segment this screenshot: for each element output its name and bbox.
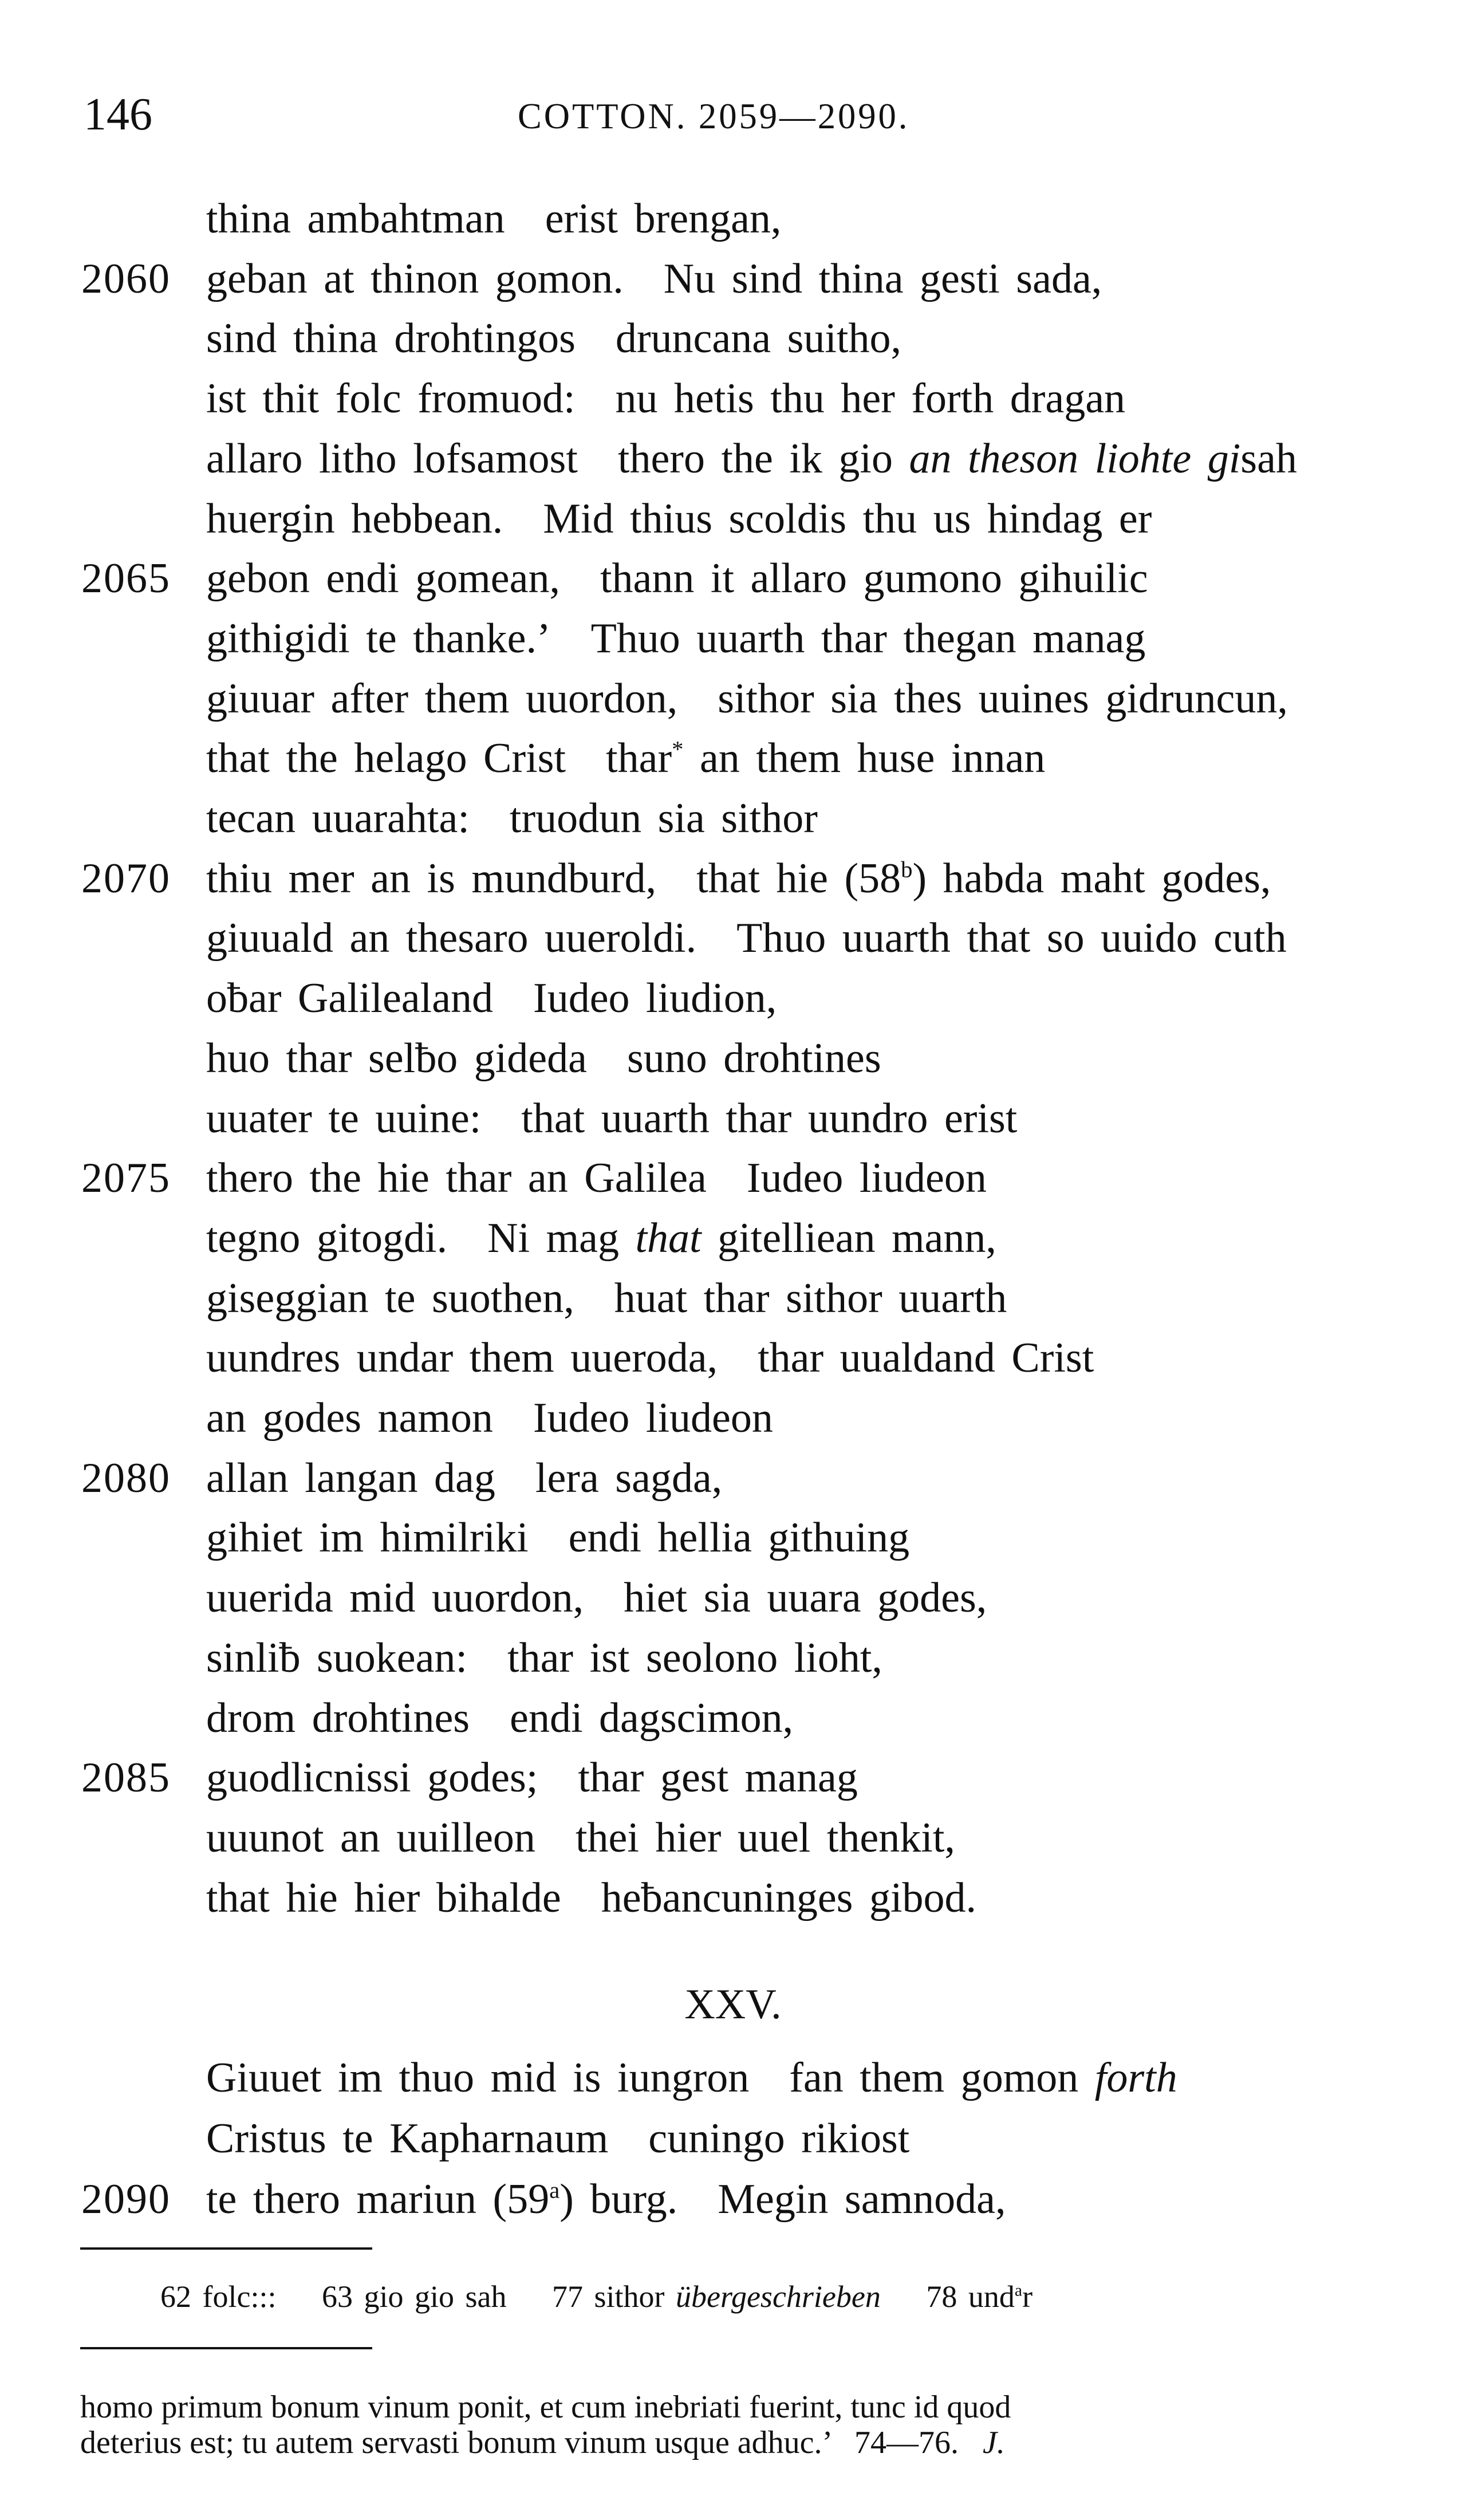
- half-line-a: [206, 430, 578, 487]
- half-line-a: [206, 790, 470, 847]
- half-line-a-text: huergin hebbean.: [206, 495, 503, 542]
- verse-text: [206, 1090, 1017, 1147]
- half-line-b: [718, 670, 1288, 727]
- half-line-a: [206, 850, 656, 907]
- verse-line: [0, 1809, 1466, 1867]
- verse-text: [206, 1270, 1007, 1327]
- half-line-a-text: sind thina drohtingos: [206, 315, 576, 363]
- commentary-line-2: [80, 2425, 1363, 2460]
- half-line-b-text: thar: [606, 735, 672, 782]
- verse-text: [206, 550, 1148, 607]
- half-line-a-text: tegno gitogdi.: [206, 1214, 448, 1262]
- half-line-b-text: Thuo uuarth that so uuido cuth: [736, 915, 1287, 962]
- verse-line: [0, 670, 1466, 727]
- verse-text: [206, 190, 781, 247]
- half-line-a: [206, 550, 560, 607]
- commentary: [80, 2389, 1363, 2460]
- half-line-a: [206, 1270, 574, 1327]
- half-line-b-text: Mid thius scoldis thu us hindag er: [543, 495, 1152, 542]
- verse-line: [0, 190, 1466, 247]
- half-line-b: [616, 370, 1126, 427]
- half-line-a: [206, 190, 505, 247]
- half-line-a-text: that the helago Crist: [206, 735, 566, 782]
- footnote-text: folc:::: [202, 2279, 277, 2314]
- verse-text: [206, 490, 1152, 548]
- half-line-b: [510, 1690, 793, 1747]
- half-line-b: [578, 1749, 858, 1806]
- footnote-label: 78: [926, 2279, 957, 2314]
- verse-text: [206, 1629, 882, 1687]
- verse-line: [0, 1509, 1466, 1566]
- half-line-b-text: Iudeo liudeon: [533, 1395, 773, 1442]
- half-line-b: [664, 250, 1102, 308]
- half-line-a: [206, 310, 576, 367]
- half-line-a-text: gihiet im himilriki: [206, 1514, 529, 1562]
- half-line-b: [747, 1149, 987, 1207]
- verse-line: [0, 1149, 1466, 1207]
- half-line-a-text: Giuuet im thuo mid is iungron: [206, 2054, 750, 2101]
- footnote-77: [552, 2277, 881, 2317]
- footnote-text: sithor: [594, 2279, 665, 2314]
- half-line-b-text: Ni mag: [487, 1214, 636, 1262]
- half-line-a-text: allaro litho lofsamost: [206, 435, 578, 482]
- half-line-a-text: te thero mariun (59: [206, 2176, 550, 2223]
- half-line-b-text: hiet sia uuara godes,: [624, 1574, 987, 1622]
- verse-text: [206, 1389, 773, 1447]
- footnote-label: 77: [551, 2279, 583, 2314]
- half-line-b-text: Iudeo liudion,: [533, 975, 777, 1022]
- verse-text: [206, 2049, 1177, 2106]
- verse-text: [206, 670, 1288, 727]
- half-line-b-text: nu hetis thu her forth dragan: [615, 375, 1126, 423]
- half-line-a: [206, 970, 493, 1027]
- verse-line: [0, 1030, 1466, 1087]
- verse-line: [0, 1869, 1466, 1927]
- half-line-b: [487, 1210, 996, 1267]
- verse-line: [0, 430, 1466, 487]
- verse-text: [206, 1210, 996, 1267]
- half-line-b: [648, 2110, 909, 2167]
- footnote-text: [968, 2279, 1032, 2314]
- half-line-b-text: Nu sind thina gesti sada,: [663, 255, 1102, 302]
- half-line-a: [206, 1690, 470, 1747]
- verse-line: [0, 790, 1466, 847]
- verse-text: [206, 370, 1125, 427]
- verse-text: [206, 250, 1102, 308]
- half-line-a: [206, 1329, 718, 1387]
- half-line-a-text: guodlicnissi godes;: [206, 1754, 538, 1802]
- verse-text: [206, 610, 1145, 667]
- half-line-b-text: thann it allaro gumono gihuilic: [600, 555, 1148, 603]
- footnote-78: [926, 2277, 1032, 2317]
- half-line-a-text: giseggian te suothen,: [206, 1274, 574, 1322]
- half-line-b-text: ) habda maht godes,: [912, 855, 1271, 902]
- verse-text: [206, 430, 1297, 487]
- folio-superscript: a: [549, 2177, 560, 2203]
- half-line-b: [600, 550, 1148, 607]
- verse-line: [0, 1450, 1466, 1507]
- half-line-a: [206, 2049, 749, 2106]
- line-number: 2080: [81, 1454, 171, 1502]
- half-line-a-text: thiu mer an is mundburd,: [206, 855, 657, 902]
- half-line-a-text: uundres undar them uueroda,: [206, 1334, 718, 1382]
- half-line-a: [206, 1869, 561, 1927]
- half-line-a: [206, 1149, 707, 1207]
- verse-line: [0, 1690, 1466, 1747]
- half-line-b-text: fan them gomon: [789, 2054, 1095, 2101]
- half-line-a-text: uuerida mid uuordon,: [206, 1574, 584, 1622]
- superscript-mark: b: [901, 856, 913, 883]
- verse-text: [206, 1749, 858, 1806]
- verse-line: [0, 1329, 1466, 1387]
- half-line-a-text: gebon endi gomean,: [206, 555, 560, 603]
- half-line-a-text: uuunot an uuilleon: [206, 1814, 535, 1861]
- verse-line: [0, 2171, 1466, 2228]
- half-line-b: [696, 850, 1271, 907]
- verse-line: [0, 1629, 1466, 1687]
- footnote-text-post: r: [1022, 2279, 1033, 2314]
- half-line-a: [206, 1030, 587, 1087]
- line-number: 2060: [81, 255, 171, 302]
- line-number: 2065: [81, 555, 171, 603]
- footnotes: [160, 2277, 1032, 2317]
- footnote-text-pre: und: [968, 2279, 1015, 2314]
- footnote-label: 63: [321, 2279, 353, 2314]
- half-line-b: [533, 970, 777, 1027]
- verse-text: [206, 1809, 955, 1867]
- running-title: COTTON. 2059—2090.: [518, 96, 910, 136]
- verse-line: [0, 2110, 1466, 2167]
- half-line-b: [543, 490, 1152, 548]
- half-line-b: [627, 1030, 881, 1087]
- verse-line: [0, 970, 1466, 1027]
- half-line-a: [206, 1569, 584, 1627]
- half-line-b: [510, 790, 818, 847]
- half-line-b-text: that uuarth thar uundro erist: [521, 1094, 1018, 1142]
- half-line-a-text: oƀar Galilealand: [206, 975, 494, 1022]
- half-line-a-text: an godes namon: [206, 1395, 493, 1442]
- half-line-b-text: gitelliean mann,: [701, 1214, 996, 1262]
- verse-line: [0, 1389, 1466, 1447]
- half-line-b-italic: that: [635, 1214, 702, 1262]
- line-number: 2090: [81, 2176, 171, 2223]
- half-line-a-text: ist thit folc fromuod:: [206, 375, 576, 423]
- half-line-a: [206, 1809, 535, 1867]
- half-line-b: [616, 310, 901, 367]
- half-line-a-text: that hie hier bihalde: [206, 1874, 561, 1922]
- line-number: 2075: [81, 1155, 171, 1202]
- verse-line: [0, 2049, 1466, 2106]
- footnote-divider-bottom: [80, 2347, 372, 2349]
- half-line-a-text: sinliƀ suokean:: [206, 1634, 468, 1682]
- half-line-a: [206, 1629, 467, 1687]
- verse-text: [206, 970, 777, 1027]
- half-line-a: [206, 1389, 493, 1447]
- half-line-b-text: endi dagscimon,: [510, 1694, 794, 1742]
- verse-text: [206, 1569, 987, 1627]
- half-line-b-text: thar ist seolono lioht,: [507, 1634, 882, 1682]
- half-line-a: [206, 1749, 538, 1806]
- verse-line: [0, 1749, 1466, 1806]
- footnote-text: gio gio sah: [364, 2279, 507, 2314]
- half-line-b: [758, 1329, 1094, 1387]
- half-line-a-text: thero the hie thar an Galilea: [206, 1155, 707, 1202]
- half-line-a-text: giuuald an thesaro uueroldi.: [206, 915, 697, 962]
- half-line-b: [535, 1450, 722, 1507]
- half-line-b-text: Thuo uuarth thar thegan manag: [590, 615, 1146, 662]
- verse-line: [0, 610, 1466, 667]
- half-line-b: [576, 1809, 955, 1867]
- verse-text: [206, 850, 1271, 907]
- line-number: 2085: [81, 1754, 171, 1802]
- verse-text: [206, 2110, 909, 2167]
- half-line-b-text: huat thar sithor uuarth: [614, 1274, 1007, 1322]
- half-line-b: [591, 610, 1146, 667]
- verse-line: [0, 550, 1466, 607]
- footnote-superscript: a: [1014, 2281, 1023, 2300]
- half-line-a: [206, 1450, 495, 1507]
- half-line-b-text: suno drohtines: [627, 1034, 881, 1082]
- verse-text: [206, 1149, 987, 1207]
- half-line-b: [614, 1270, 1007, 1327]
- half-line-a: [206, 909, 696, 967]
- half-line-b-text: truodun sia sithor: [509, 795, 818, 842]
- footnote-text-italic: übergeschrieben: [675, 2279, 881, 2314]
- half-line-a-text: tecan uuarahta:: [206, 795, 470, 842]
- verse-text: [206, 1690, 793, 1747]
- verse-text: [206, 1509, 909, 1566]
- half-line-a-text: thina ambahtman: [206, 195, 505, 242]
- half-line-a: [206, 1090, 481, 1147]
- half-line-a-text: drom drohtines: [206, 1694, 470, 1742]
- half-line-a: [206, 490, 503, 548]
- half-line-b: [545, 190, 782, 247]
- half-line-b-text: lera sagda,: [535, 1454, 723, 1502]
- verse-text: [206, 909, 1287, 967]
- half-line-a: [206, 2171, 677, 2228]
- half-line-b: [606, 730, 1045, 787]
- verse-line: [0, 730, 1466, 787]
- verse-line: [0, 490, 1466, 548]
- half-line-a-text: ) burg.: [559, 2176, 678, 2223]
- half-line-b: [521, 1090, 1017, 1147]
- footnote-62: [160, 2277, 276, 2317]
- half-line-b-text: cuningo rikiost: [648, 2115, 910, 2162]
- half-line-b: [569, 1509, 909, 1566]
- verse-text: [206, 2171, 1006, 2228]
- verse-line: [0, 1210, 1466, 1267]
- half-line-b-text: Iudeo liudeon: [746, 1155, 987, 1202]
- half-line-b: [618, 430, 1297, 487]
- half-line-a: [206, 610, 551, 667]
- half-line-b-text: thei hier uuel thenkit,: [575, 1814, 955, 1861]
- verse-text: [206, 1450, 722, 1507]
- half-line-b: [507, 1629, 882, 1687]
- half-line-b: [533, 1389, 773, 1447]
- verse-text: [206, 790, 818, 847]
- half-line-a: [206, 2110, 608, 2167]
- half-line-b-text: Megin samnoda,: [718, 2176, 1006, 2223]
- line-number: 2070: [81, 855, 171, 902]
- half-line-b: [789, 2049, 1177, 2106]
- half-line-a: [206, 1509, 529, 1566]
- half-line-a-text: geban at thinon gomon.: [206, 255, 624, 302]
- half-line-b-text: sithor sia thes uuines gidruncun,: [718, 675, 1288, 722]
- verse-text: [206, 310, 901, 367]
- footnote-divider-top: [80, 2247, 372, 2250]
- half-line-b-text: erist brengan,: [545, 195, 782, 242]
- footnote-label: 62: [160, 2279, 191, 2314]
- verse-line: [0, 1569, 1466, 1627]
- half-line-b-text: thar uualdand Crist: [758, 1334, 1094, 1382]
- half-line-a-text: uuater te uuine:: [206, 1094, 482, 1142]
- half-line-a: [206, 370, 576, 427]
- half-line-b-text: an them huse innan: [683, 735, 1046, 782]
- half-line-a-text: giuuar after them uuordon,: [206, 675, 678, 722]
- half-line-b-italic: forth: [1094, 2054, 1177, 2101]
- verse-line: [0, 250, 1466, 308]
- commentary-line-2-text: deterius est; tu autem servasti bonum vinum usque adhuc.’ 74—76.: [80, 2425, 959, 2460]
- page-number: 146: [84, 89, 152, 140]
- verse-line: [0, 1090, 1466, 1147]
- half-line-b-text: heƀancuninges gibod.: [601, 1874, 977, 1922]
- half-line-b-text: sah: [1240, 435, 1297, 482]
- half-line-a: [206, 1210, 447, 1267]
- half-line-a-text: allan langan dag: [206, 1454, 495, 1502]
- verse-line: [0, 1270, 1466, 1327]
- commentary-line-1: homo primum bonum vinum ponit, et cum inebriati fuerint, tunc id quod: [80, 2389, 1011, 2425]
- half-line-b-text: that hie (58: [696, 855, 901, 902]
- verse-text: [206, 1869, 976, 1927]
- verse-text: [206, 1030, 881, 1087]
- half-line-b-italic: an theson liohte gi: [909, 435, 1241, 482]
- half-line-a-text: huo thar selƀo gideda: [206, 1034, 587, 1082]
- half-line-b: [624, 1569, 987, 1627]
- half-line-a: [206, 730, 566, 787]
- verse-line: [0, 909, 1466, 967]
- half-line-b: [718, 2171, 1006, 2228]
- verse-line: [0, 850, 1466, 907]
- half-line-a: [206, 670, 677, 727]
- verse-line: [0, 370, 1466, 427]
- half-line-b-text: thero the ik gio: [617, 435, 909, 482]
- half-line-b-text: druncana suitho,: [615, 315, 901, 363]
- verse-text: [206, 1329, 1094, 1387]
- verse-text: [206, 730, 1045, 787]
- footnote-63: [322, 2277, 507, 2317]
- half-line-b-text: thar gest manag: [578, 1754, 858, 1802]
- half-line-a: [206, 250, 624, 308]
- commentary-signature: J.: [983, 2425, 1005, 2460]
- half-line-a-text: Cristus te Kapharnaum: [206, 2115, 609, 2162]
- verse-line: [0, 310, 1466, 367]
- half-line-b-text: endi hellia githuing: [568, 1514, 910, 1562]
- superscript-mark: *: [672, 736, 684, 762]
- half-line-a-text: githigidi te thanke.’: [206, 615, 551, 662]
- half-line-b: [601, 1869, 976, 1927]
- half-line-b: [736, 909, 1286, 967]
- section-heading: XXV.: [684, 1981, 782, 2028]
